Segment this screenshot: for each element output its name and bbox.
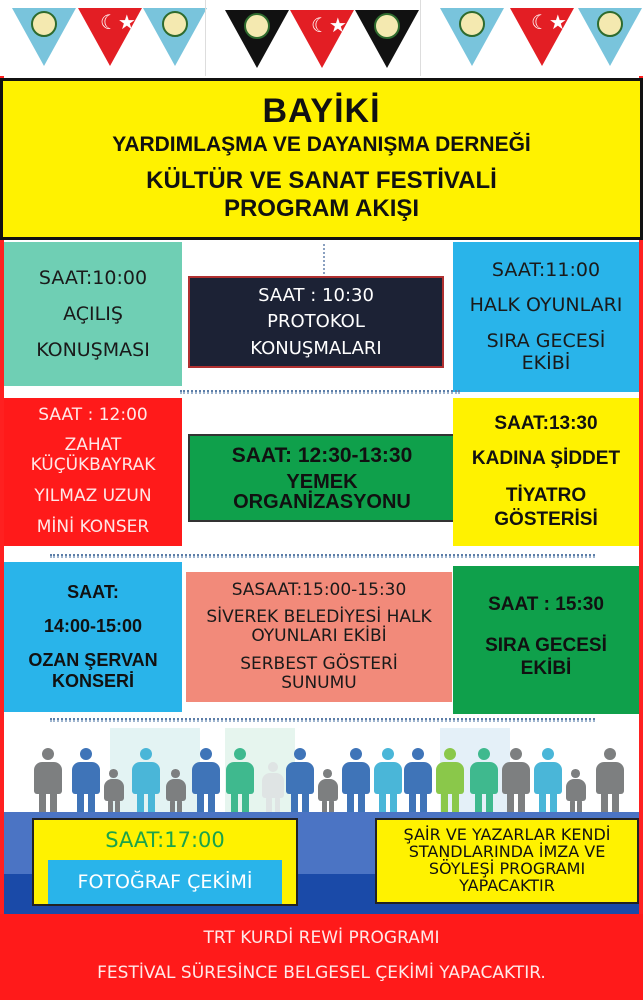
note-line: STANDLARINDA İMZA VE bbox=[408, 842, 606, 862]
item-text bbox=[487, 330, 606, 376]
item-text-line: YEMEK bbox=[286, 471, 358, 493]
person-silhouette-icon bbox=[436, 748, 464, 818]
item-time: SAAT: 12:30-13:30 bbox=[231, 444, 413, 467]
crescent-star-icon: ☾★ bbox=[311, 13, 347, 37]
note-line: YAPACAKTIR bbox=[459, 875, 555, 895]
item-time: SASAAT:15:00-15:30 bbox=[231, 579, 407, 600]
person-silhouette-icon bbox=[262, 762, 284, 818]
item-time: SAAT:11:00 bbox=[491, 258, 601, 281]
item-text bbox=[485, 635, 607, 681]
schedule-item-1700 bbox=[32, 818, 298, 906]
association-emblem-icon bbox=[31, 11, 57, 37]
person-silhouette-icon bbox=[72, 748, 100, 818]
crescent-star-icon: ☾★ bbox=[100, 10, 136, 34]
association-subtitle: YARDIMLAŞMA VE DAYANIŞMA DERNEĞİ bbox=[112, 132, 531, 156]
item-text-line: ORGANİZASYONU bbox=[233, 491, 411, 513]
item-time: SAAT:17:00 bbox=[105, 828, 225, 852]
item-time: SAAT: bbox=[67, 582, 119, 603]
item-text-line: EKİBİ bbox=[521, 352, 571, 375]
association-emblem-icon bbox=[162, 11, 188, 37]
item-text-line: TİYATRO bbox=[505, 484, 587, 506]
schedule-item-1230 bbox=[188, 434, 456, 522]
association-name: BAYİKİ bbox=[262, 91, 381, 130]
divider bbox=[205, 0, 206, 76]
person-silhouette-icon bbox=[374, 748, 402, 818]
footer-banner bbox=[0, 914, 643, 1000]
person-silhouette-icon bbox=[104, 769, 124, 818]
person-silhouette-icon bbox=[166, 769, 186, 818]
item-text-line: SIRA GECESİ bbox=[485, 634, 607, 656]
person-silhouette-icon bbox=[566, 769, 586, 818]
association-emblem-icon bbox=[244, 13, 270, 39]
schedule-item-1200 bbox=[4, 398, 182, 546]
program-title: PROGRAM AKIŞI bbox=[223, 194, 420, 222]
item-text: AÇILIŞ bbox=[63, 303, 123, 325]
item-text: KADINA ŞİDDET bbox=[471, 448, 621, 470]
item-text: KONUŞMALARI bbox=[250, 338, 382, 360]
item-time: SAAT : 10:30 bbox=[258, 284, 374, 306]
schedule-item-1030 bbox=[188, 276, 444, 368]
crescent-star-icon: ☾★ bbox=[531, 10, 567, 34]
item-text: MİNİ KONSER bbox=[36, 516, 150, 537]
dotted-divider bbox=[50, 718, 595, 722]
item-text-line: SIRA GECESİ bbox=[486, 329, 606, 352]
poster-header bbox=[0, 78, 643, 240]
footer-text: FESTİVAL SÜRESİNCE BELGESEL ÇEKİMİ YAPACAKTIR. bbox=[97, 962, 546, 983]
item-text-line: EKİBİ bbox=[520, 657, 572, 679]
festival-title: KÜLTÜR VE SANAT FESTİVALİ bbox=[146, 166, 497, 194]
item-text bbox=[28, 650, 157, 691]
item-text-line: KONSERİ bbox=[51, 670, 134, 691]
poets-authors-note bbox=[375, 818, 639, 904]
item-time: SAAT : 12:00 bbox=[38, 405, 148, 426]
person-silhouette-icon bbox=[286, 748, 314, 818]
item-text: FOTOĞRAF ÇEKİMİ bbox=[48, 860, 282, 904]
divider bbox=[420, 0, 421, 76]
schedule-item-1500 bbox=[186, 572, 452, 702]
item-time: SAAT:10:00 bbox=[38, 267, 148, 289]
schedule-item-1100 bbox=[453, 242, 639, 392]
item-text: HALK OYUNLARI bbox=[469, 294, 623, 317]
dotted-divider bbox=[50, 554, 595, 558]
item-time: SAAT:13:30 bbox=[494, 412, 598, 434]
person-silhouette-icon bbox=[470, 748, 498, 818]
association-emblem-icon bbox=[459, 11, 485, 37]
schedule-item-1000 bbox=[4, 242, 182, 386]
item-text: YILMAZ UZUN bbox=[34, 485, 152, 506]
bunting-decoration bbox=[0, 0, 643, 76]
person-silhouette-icon bbox=[192, 748, 220, 818]
item-text bbox=[240, 655, 398, 694]
people-illustration bbox=[0, 744, 643, 818]
item-text-line: OZAN ŞERVAN bbox=[28, 650, 158, 671]
item-text-line: SİVEREK BELEDİYESİ HALK bbox=[206, 606, 432, 627]
person-silhouette-icon bbox=[342, 748, 370, 818]
association-emblem-icon bbox=[597, 11, 623, 37]
item-text-line: OYUNLARI EKİBİ bbox=[251, 626, 387, 647]
person-silhouette-icon bbox=[226, 748, 254, 818]
person-silhouette-icon bbox=[34, 748, 62, 818]
item-time: SAAT : 15:30 bbox=[488, 593, 604, 615]
note-line: ŞAİR VE YAZARLAR KENDİ bbox=[403, 825, 611, 845]
schedule-item-1400 bbox=[4, 562, 182, 712]
dotted-divider bbox=[323, 244, 325, 274]
person-silhouette-icon bbox=[596, 748, 624, 818]
note-line: SÖYLEŞİ PROGRAMI bbox=[428, 859, 586, 878]
association-emblem-icon bbox=[374, 13, 400, 39]
item-text-line: SUNUMU bbox=[281, 673, 357, 694]
item-text bbox=[31, 436, 156, 475]
item-text-line: GÖSTERİSİ bbox=[494, 508, 598, 530]
person-silhouette-icon bbox=[534, 748, 562, 818]
item-text-line: SERBEST GÖSTERİ bbox=[240, 653, 398, 674]
dotted-divider bbox=[180, 390, 460, 394]
item-text: KONUŞMASI bbox=[36, 339, 150, 361]
item-text-line: KÜÇÜKBAYRAK bbox=[30, 454, 156, 475]
item-text bbox=[206, 608, 431, 647]
person-silhouette-icon bbox=[132, 748, 160, 818]
schedule-item-1330 bbox=[453, 398, 639, 546]
item-text: 14:00-15:00 bbox=[43, 616, 143, 637]
item-text-line: ZAHAT bbox=[64, 435, 122, 456]
person-silhouette-icon bbox=[318, 769, 338, 818]
person-silhouette-icon bbox=[404, 748, 432, 818]
item-text: PROTOKOL bbox=[267, 311, 365, 333]
footer-text: TRT KURDİ REWİ PROGRAMI bbox=[203, 927, 440, 948]
person-silhouette-icon bbox=[502, 748, 530, 818]
item-text bbox=[233, 472, 411, 512]
item-text bbox=[494, 484, 597, 532]
schedule-item-1530 bbox=[453, 566, 639, 714]
